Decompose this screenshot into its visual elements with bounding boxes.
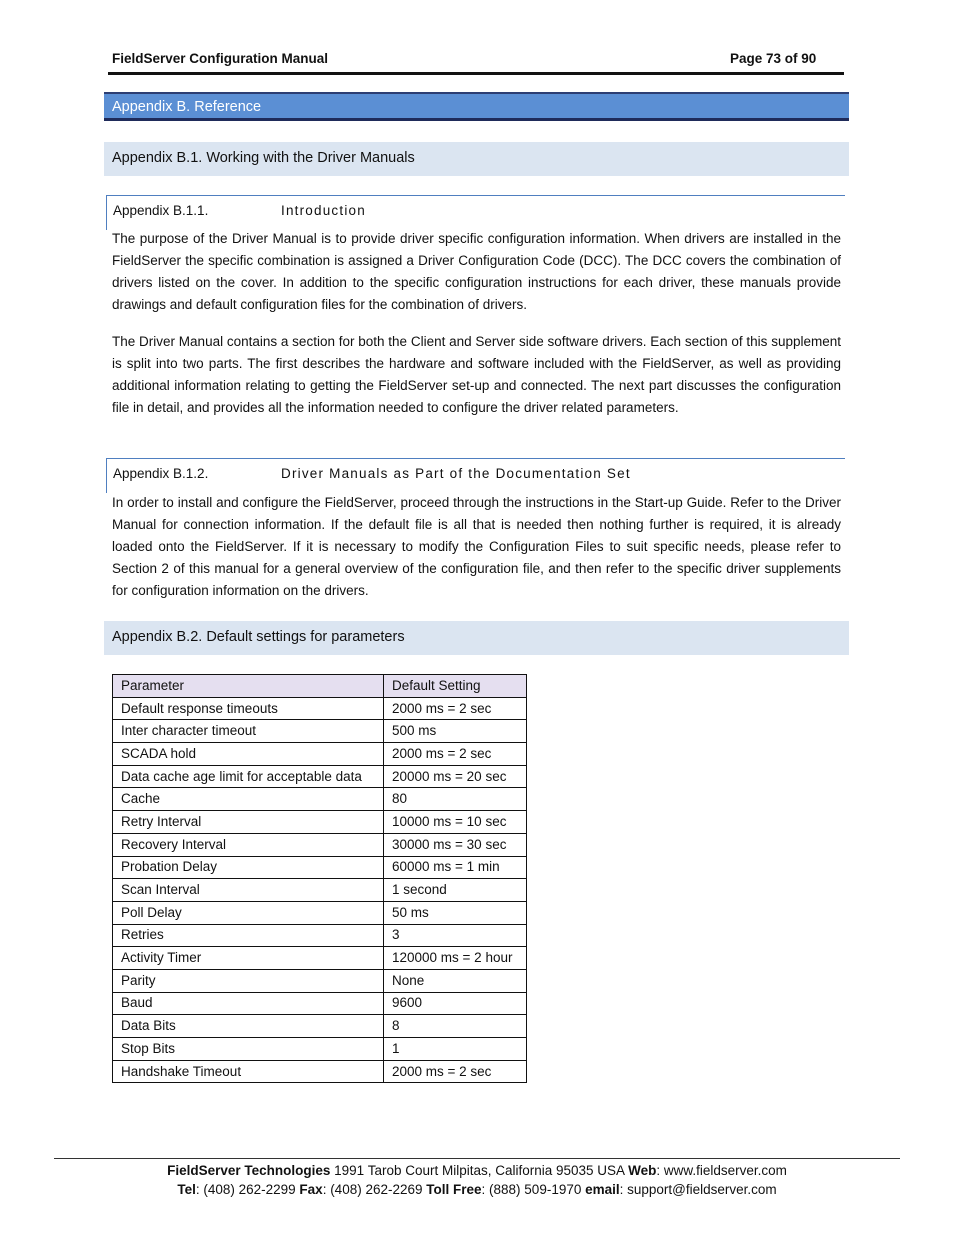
table-row [113, 901, 527, 924]
header-divider [108, 72, 844, 75]
table-row [113, 1038, 527, 1061]
table-row [113, 879, 527, 902]
section-b2-title: Appendix B.2. Default settings for parameters [112, 629, 405, 645]
footer-line-1 [54, 1163, 900, 1178]
parameter-cell: Cache [113, 788, 384, 811]
footer-tollfree: : (888) 509-1970 [481, 1182, 586, 1197]
parameter-cell: Recovery Interval [113, 833, 384, 856]
parameter-cell: Data cache age limit for acceptable data [113, 765, 384, 788]
parameter-cell: Poll Delay [113, 901, 384, 924]
default-setting-cell: 20000 ms = 20 sec [384, 765, 527, 788]
table-row [113, 833, 527, 856]
subsection-b12-number: Appendix B.1.2. [113, 466, 209, 481]
table-row [113, 697, 527, 720]
default-parameters-table [112, 674, 527, 1083]
column-header-parameter: Parameter [113, 675, 384, 698]
parameter-cell: Baud [113, 992, 384, 1015]
subsection-b12-title: Driver Manuals as Part of the Documentation Set [281, 466, 631, 481]
footer-tel-label: Tel [177, 1182, 196, 1197]
subsection-b11-title: Introduction [281, 203, 366, 218]
default-setting-cell: 2000 ms = 2 sec [384, 697, 527, 720]
section-b2-heading [104, 621, 849, 655]
footer-email: : support@fieldserver.com [619, 1182, 777, 1197]
footer-web: : www.fieldserver.com [656, 1163, 787, 1178]
footer-fax: : (408) 262-2269 [322, 1182, 427, 1197]
default-setting-cell: 50 ms [384, 901, 527, 924]
parameter-cell: Scan Interval [113, 879, 384, 902]
table-row [113, 743, 527, 766]
footer-divider [54, 1158, 900, 1159]
intro-paragraph-1: The purpose of the Driver Manual is to provide driver specific configuration information. When drivers are installed in the FieldServer the specific combination is assigned a Driver Configuration Code (DCC). The DCC covers the combination of drivers listed on the cover. In addition to the specific configuration instructions for each driver, these manuals provide drawings and default configuration files for the combination of drivers. [112, 231, 841, 312]
parameter-cell: Inter character timeout [113, 720, 384, 743]
appendix-heading [104, 92, 849, 121]
parameter-cell: Handshake Timeout [113, 1060, 384, 1083]
section-b1-title: Appendix B.1. Working with the Driver Manuals [112, 150, 415, 166]
default-setting-cell: 9600 [384, 992, 527, 1015]
column-header-default-setting: Default Setting [384, 675, 527, 698]
parameter-cell: Retry Interval [113, 811, 384, 834]
default-setting-cell: 1 [384, 1038, 527, 1061]
footer-email-label: email [585, 1182, 620, 1197]
footer-web-label: Web [628, 1163, 657, 1178]
documentation-paragraph: In order to install and configure the FieldServer, proceed through the instructions in the Start-up Guide. Refer to the Driver Manual for connection information. If the default file is all that is needed then nothing further is required, it is already loaded onto the FieldServer. If it is necessary to modify the Configuration Files to suit specific needs, please refer to Section 2 of this manual for a general overview of the configuration file, and then refer to the specific driver supplements for configuration information on the drivers. [112, 495, 841, 598]
default-setting-cell: 2000 ms = 2 sec [384, 1060, 527, 1083]
default-setting-cell: 120000 ms = 2 hour [384, 947, 527, 970]
parameter-cell: Probation Delay [113, 856, 384, 879]
footer-fax-label: Fax [299, 1182, 323, 1197]
table-row [113, 720, 527, 743]
default-setting-cell: 2000 ms = 2 sec [384, 743, 527, 766]
section-b1-heading [104, 142, 849, 176]
default-setting-cell: 8 [384, 1015, 527, 1038]
intro-paragraph-2: The Driver Manual contains a section for both the Client and Server side software drivers. Each section of this supplement is split into two parts. The first describes the hardware and software included with the FieldServer, as well as providing additional information relating to getting the FieldServer set-up and connected. The next part discusses the configuration file in detail, and provides all the information needed to configure the driver related parameters. [112, 334, 841, 415]
default-setting-cell: None [384, 969, 527, 992]
footer-company: FieldServer Technologies [167, 1163, 331, 1178]
default-setting-cell: 10000 ms = 10 sec [384, 811, 527, 834]
page-number: Page 73 of 90 [730, 51, 817, 66]
table-row [113, 765, 527, 788]
default-setting-cell: 30000 ms = 30 sec [384, 833, 527, 856]
table-row [113, 788, 527, 811]
default-setting-cell: 3 [384, 924, 527, 947]
footer-tollfree-label: Toll Free [426, 1182, 482, 1197]
parameter-cell: Default response timeouts [113, 697, 384, 720]
table-row [113, 992, 527, 1015]
parameter-cell: Parity [113, 969, 384, 992]
table-row [113, 811, 527, 834]
parameter-cell: Retries [113, 924, 384, 947]
subsection-b11-number: Appendix B.1.1. [113, 203, 209, 218]
default-setting-cell: 500 ms [384, 720, 527, 743]
subsection-b12-heading [106, 458, 845, 493]
parameter-cell: Stop Bits [113, 1038, 384, 1061]
default-setting-cell: 80 [384, 788, 527, 811]
table-header-row [113, 675, 527, 698]
table-row [113, 1015, 527, 1038]
default-setting-cell: 1 second [384, 879, 527, 902]
table-row [113, 856, 527, 879]
default-setting-cell: 60000 ms = 1 min [384, 856, 527, 879]
table-row [113, 947, 527, 970]
parameter-cell: Activity Timer [113, 947, 384, 970]
parameter-cell: Data Bits [113, 1015, 384, 1038]
footer-tel: : (408) 262-2299 [195, 1182, 300, 1197]
subsection-b11-heading [106, 195, 845, 230]
parameter-cell: SCADA hold [113, 743, 384, 766]
table-row [113, 1060, 527, 1083]
appendix-heading-text: Appendix B. Reference [112, 99, 262, 115]
footer-address: 1991 Tarob Court Milpitas, California 95035 USA [330, 1163, 629, 1178]
table-row [113, 924, 527, 947]
table-row [113, 969, 527, 992]
manual-title: FieldServer Configuration Manual [112, 51, 329, 66]
footer-line-2 [54, 1182, 900, 1197]
